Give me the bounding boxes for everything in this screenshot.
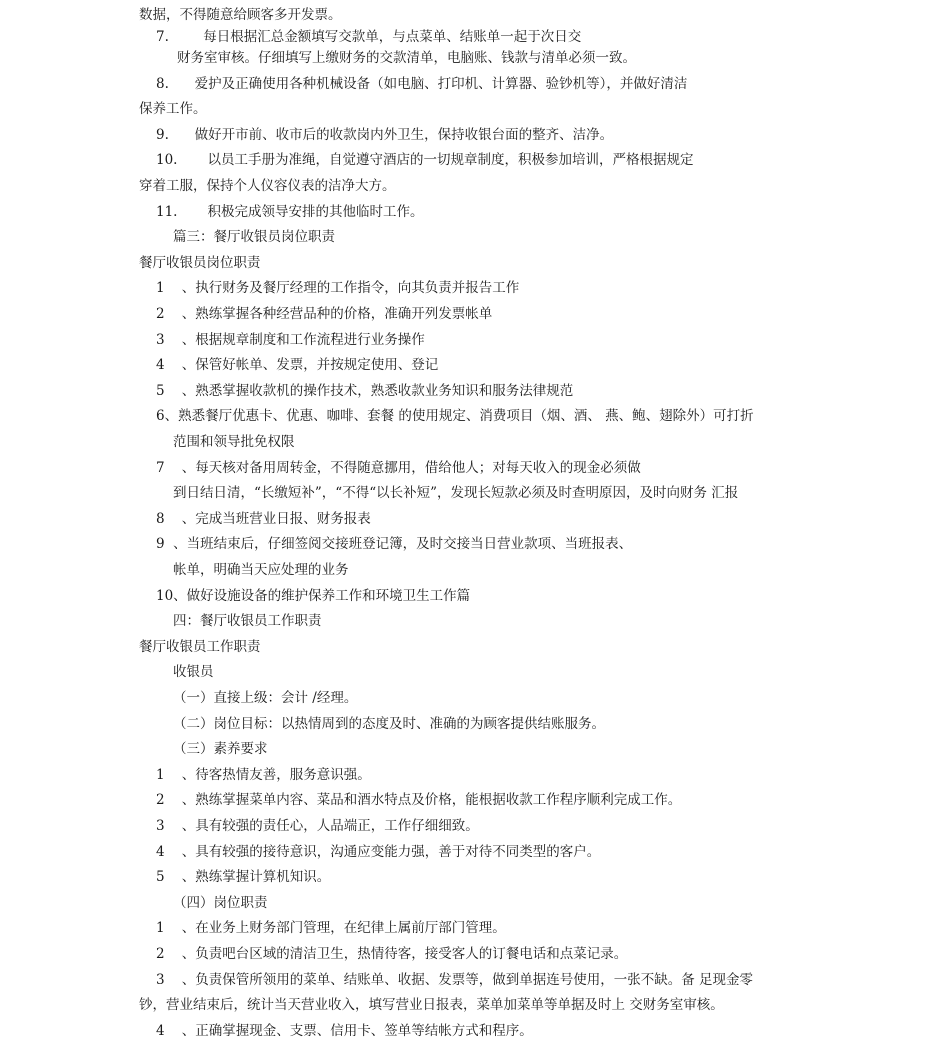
text-line: 范围和领导批免权限 [173, 434, 295, 450]
text-line: （四）岗位职责 [173, 895, 268, 911]
text-line: 7. 每日根据汇总金额填写交款单，与点菜单、结账单一起于次日交 [156, 29, 582, 45]
section-title: 餐厅收银员岗位职责 [139, 255, 261, 271]
list-item: 9 、当班结束后，仔细签阅交接班登记簿，及时交接当日营业款项、当班报表、 [156, 536, 633, 552]
text-line: （三）素养要求 [173, 741, 268, 757]
text-line: 穿着工服，保持个人仪容仪表的洁净大方。 [139, 178, 396, 194]
text-line: （二）岗位目标：以热情周到的态度及时、准确的为顾客提供结账服务。 [173, 716, 605, 732]
list-item: 8 、完成当班营业日报、财务报表 [156, 511, 371, 527]
list-item: 7 、每天核对备用周转金，不得随意挪用，借给他人；对每天收入的现金必须做 [156, 460, 641, 476]
list-item: 3 、根据规章制度和工作流程进行业务操作 [156, 332, 425, 348]
list-item: 4 、具有较强的接待意识，沟通应变能力强，善于对待不同类型的客户。 [156, 844, 601, 860]
list-item: 3 、具有较强的责任心，人品端正，工作仔细细致。 [156, 818, 479, 834]
section-heading: 篇三：餐厅收银员岗位职责 [173, 229, 335, 245]
text-line: 到日结日清，“长缴短补”，“不得“以长补短”，发现长短款必须及时查明原因，及时向财务 汇报 [173, 485, 739, 501]
list-item: 10、做好设施设备的维护保养工作和环境卫生工作篇 [156, 588, 471, 604]
list-item: 1 、待客热情友善，服务意识强。 [156, 767, 371, 783]
text-line: 11. 积极完成领导安排的其他临时工作。 [156, 204, 424, 220]
list-item: 6、熟悉餐厅优惠卡、优惠、咖啡、套餐 的使用规定、消费项目（烟、酒、 燕、鲍、翅除外）可打折 [156, 408, 754, 424]
text-line: 10. 以员工手册为准绳，自觉遵守酒店的一切规章制度，积极参加培训，严格根据规定 [156, 152, 694, 168]
list-item: 1 、在业务上财务部门管理，在纪律上属前厅部门管理。 [156, 920, 506, 936]
list-item: 4 、保管好帐单、发票，并按规定使用、登记 [156, 357, 439, 373]
text-line: 财务室审核。仔细填写上缴财务的交款清单，电脑账、钱款与清单必须一致。 [177, 50, 636, 66]
list-item: 2 、负责吧台区域的清洁卫生，热情待客，接受客人的订餐电话和点菜记录。 [156, 946, 628, 962]
list-item: 3 、负责保管所领用的菜单、结账单、收据、发票等，做到单据连号使用，一张不缺。备 足现金零 [156, 972, 754, 988]
text-line: 钞，营业结束后，统计当天营业收入，填写营业日报表，菜单加菜单等单据及时上 交财务室审核。 [139, 997, 724, 1013]
list-item: 5 、熟悉掌握收款机的操作技术，熟悉收款业务知识和服务法律规范 [156, 383, 574, 399]
list-item: 4 、正确掌握现金、支票、信用卡、签单等结帐方式和程序。 [156, 1023, 533, 1039]
section-title: 餐厅收银员工作职责 [139, 639, 261, 655]
text-line: 9. 做好开市前、收市后的收款岗内外卫生，保持收银台面的整齐、洁净。 [156, 127, 614, 143]
text-line: 8. 爱护及正确使用各种机械设备（如电脑、打印机、计算器、验钞机等），并做好清洁 [156, 76, 688, 92]
text-line: （一）直接上级：会计 /经理。 [173, 690, 358, 706]
list-item: 2 、熟练掌握菜单内容、菜品和酒水特点及价格，能根据收款工作程序顺利完成工作。 [156, 792, 682, 808]
text-line: 保养工作。 [139, 101, 207, 117]
text-line: 收银员 [173, 664, 214, 680]
text-line: 帐单，明确当天应处理的业务 [173, 562, 349, 578]
text-line: 数据，不得随意给顾客多开发票。 [139, 7, 342, 23]
list-item: 5 、熟练掌握计算机知识。 [156, 869, 331, 885]
list-item: 2 、熟练掌握各种经营品种的价格，准确开列发票帐单 [156, 306, 493, 322]
list-item: 1 、执行财务及餐厅经理的工作指令，向其负责并报告工作 [156, 280, 520, 296]
section-heading: 四：餐厅收银员工作职责 [173, 613, 322, 629]
